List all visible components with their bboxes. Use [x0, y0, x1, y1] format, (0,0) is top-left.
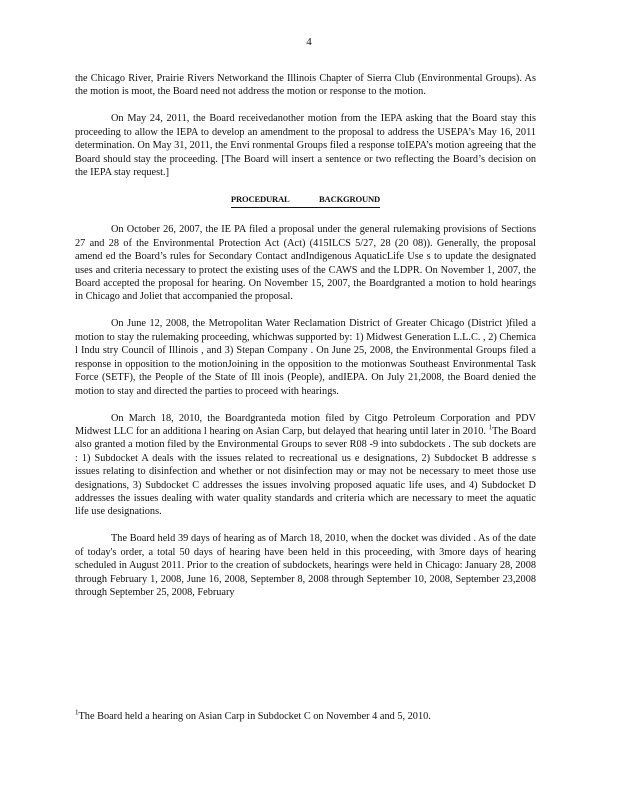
body-text: [75, 72, 536, 613]
footnote: [75, 710, 536, 723]
paragraph-hearings-held: The Board held 39 days of hearing as of March 18, 2010, when the docket was divided . As of the date of today's order, a total 50 days of hearing have been held in this proceeding, with 3more days of hearing scheduled in August 2011. Prior to the creation of subdockets, hearings were held in Chicago: January 28, 2008 through February 1, 2008, June 16, 2008, September 8, 2008 through September 10, 2008, September 23,2008 through September 25, 2008, February: [75, 533, 536, 598]
paragraph-motion-to-stay: On June 12, 2008, the Metropolitan Water Reclamation District of Greater Chicago (District )filed a motion to stay the rulemaking proceeding, whichwas supported by: 1) Midwest Generation L.L.C. , 2) Chemica l Indu stry Council of Illinois , and 3) Stepan Company . On June 25, 2008, the Environmental Groups filed a response in opposition to the motionJoining in the opposition to the motionwas Southeast Environmental Task Force (SETF), the People of the State of Ill inois (People), andIEPA. On July 21,2008, the Board denied the motion to stay and directed the parties to proceed with hearings.: [75, 318, 536, 397]
section-heading: [75, 193, 536, 208]
footnote-text: The Board held a hearing on Asian Carp in Subdocket C on November 4 and 5, 2010.: [78, 711, 431, 722]
paragraph-subdockets: [75, 412, 536, 519]
footnote-reference: 1: [488, 423, 493, 432]
footnote-marker: 1: [75, 708, 79, 717]
subdockets-text-after-footnote: The Board also granted a motion filed by the Environmental Groups to sever R08 -9 into subdockets . The sub dockets are : 1) Subdocket A deals with the issues related to recreational us e designations, 2) Subdocket B addresse s issues relating to disinfection and whether or not disinfection may or may not be necessary to meet those use designations, 3) Subdocket C addresses the issues involving proposed aquatic life uses, and 4) Subdocket D addresses the issues dealing with water quality standards and criteria which are necessary to meet the aquatic life use designations.: [75, 425, 536, 518]
paragraph-stay-motion: On May 24, 2011, the Board receivedanother motion from the IEPA asking that the Board stay this proceeding to allow the IEPA to develop an amendment to the proposal to address the USEPA’s May 16, 2011 determination. On May 31, 2011, the Envi ronmental Groups filed a response toIEPA’s motion agreeing that the Board should stay the proceeding. [The Board will insert a sentence or two reflecting the Board’s decision on the IEPA stay request.]: [75, 113, 536, 179]
paragraph-proposal-filed: On October 26, 2007, the IE PA filed a proposal under the general rulemaking provisions of Sections 27 and 28 of the Environmental Protection Act (Act) (415ILCS 5/27, 28 (20 08)). Generally, the proposal amend ed the Board’s rules for Secondary Contact andIndigenous AquaticLife Use s to update the designated uses and criteria necessary to protect the existing uses of the CAWS and the LDPR. On November 1, 2007, the Board accepted the proposal for hearing. On November 15, 2007, the Boardgranted a motion to hold hearings in Chicago and Joliet that accompanied the proposal.: [75, 224, 536, 303]
paragraph-motion-moot: the Chicago River, Prairie Rivers Networkand the Illinois Chapter of Sierra Club (Environmental Groups). As the motion is moot, the Board need not address the motion or response to the motion.: [75, 73, 536, 98]
page-number: 4: [306, 36, 312, 48]
section-heading-text: PROCEDURAL BACKGROUND: [231, 193, 380, 208]
subdockets-text-before-footnote: On March 18, 2010, the Boardgranteda motion filed by Citgo Petroleum Corporation and PDV Midwest LLC for an additiona l hearing on Asian Carp, but delayed that hearing until later in 2010.: [75, 412, 536, 437]
